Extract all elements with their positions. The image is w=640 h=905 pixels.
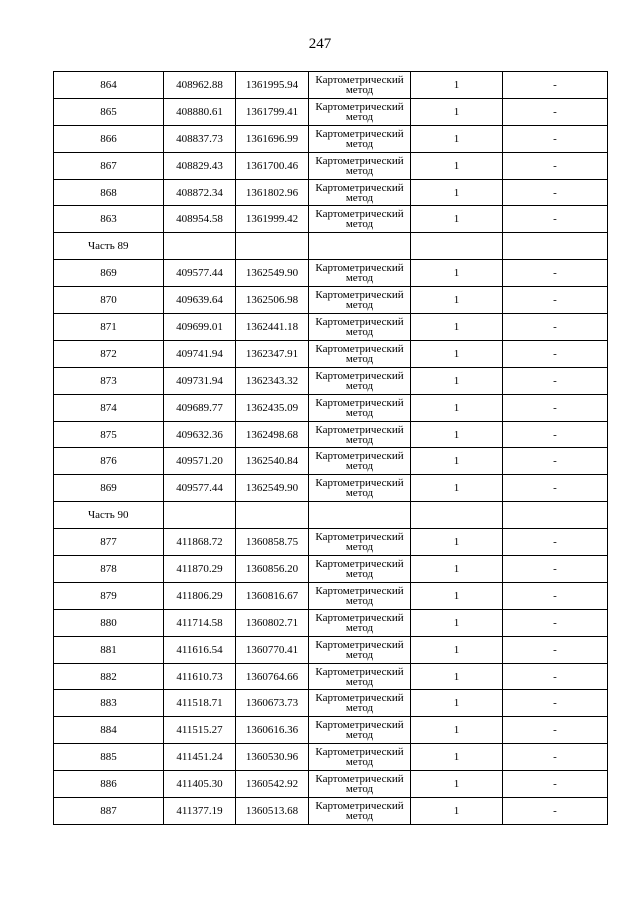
empty-cell xyxy=(503,502,608,529)
description-cell: - xyxy=(503,582,608,609)
table-row xyxy=(54,98,608,125)
accuracy-cell: 1 xyxy=(411,152,503,179)
accuracy-cell: 1 xyxy=(411,394,503,421)
empty-cell xyxy=(236,502,309,529)
method-cell: Картометрический метод xyxy=(309,152,411,179)
table-row xyxy=(54,690,608,717)
x-coordinate-cell: 408954.58 xyxy=(164,206,236,233)
description-cell: - xyxy=(503,529,608,556)
table-row xyxy=(54,448,608,475)
y-coordinate-cell: 1360513.68 xyxy=(236,798,309,825)
accuracy-cell: 1 xyxy=(411,367,503,394)
table-row xyxy=(54,125,608,152)
point-number-cell: 863 xyxy=(54,206,164,233)
empty-cell xyxy=(503,233,608,260)
description-cell: - xyxy=(503,260,608,287)
point-number-cell: 878 xyxy=(54,556,164,583)
table-row xyxy=(54,771,608,798)
y-coordinate-cell: 1361799.41 xyxy=(236,98,309,125)
method-cell: Картометрический метод xyxy=(309,609,411,636)
x-coordinate-cell: 411616.54 xyxy=(164,636,236,663)
y-coordinate-cell: 1360816.67 xyxy=(236,582,309,609)
table-row xyxy=(54,529,608,556)
description-cell: - xyxy=(503,475,608,502)
point-number-cell: 871 xyxy=(54,314,164,341)
y-coordinate-cell: 1360764.66 xyxy=(236,663,309,690)
point-number-cell: 879 xyxy=(54,582,164,609)
description-cell: - xyxy=(503,448,608,475)
y-coordinate-cell: 1361999.42 xyxy=(236,206,309,233)
description-cell: - xyxy=(503,717,608,744)
point-number-cell: 881 xyxy=(54,636,164,663)
method-cell: Картометрический метод xyxy=(309,690,411,717)
table-row xyxy=(54,260,608,287)
accuracy-cell: 1 xyxy=(411,72,503,99)
x-coordinate-cell: 408872.34 xyxy=(164,179,236,206)
y-coordinate-cell: 1362343.32 xyxy=(236,367,309,394)
point-number-cell: 882 xyxy=(54,663,164,690)
accuracy-cell: 1 xyxy=(411,475,503,502)
y-coordinate-cell: 1361696.99 xyxy=(236,125,309,152)
x-coordinate-cell: 409741.94 xyxy=(164,340,236,367)
y-coordinate-cell: 1362549.90 xyxy=(236,475,309,502)
method-cell: Картометрический метод xyxy=(309,717,411,744)
accuracy-cell: 1 xyxy=(411,287,503,314)
accuracy-cell: 1 xyxy=(411,206,503,233)
table-row xyxy=(54,798,608,825)
x-coordinate-cell: 411714.58 xyxy=(164,609,236,636)
x-coordinate-cell: 411870.29 xyxy=(164,556,236,583)
method-cell: Картометрический метод xyxy=(309,448,411,475)
table-row xyxy=(54,744,608,771)
part-header-row xyxy=(54,233,608,260)
accuracy-cell: 1 xyxy=(411,582,503,609)
point-number-cell: 885 xyxy=(54,744,164,771)
x-coordinate-cell: 411610.73 xyxy=(164,663,236,690)
point-number-cell: 864 xyxy=(54,72,164,99)
empty-cell xyxy=(411,233,503,260)
method-cell: Картометрический метод xyxy=(309,771,411,798)
method-cell: Картометрический метод xyxy=(309,98,411,125)
part-label: Часть 89 xyxy=(54,233,164,260)
page-number: 247 xyxy=(308,36,332,52)
point-number-cell: 883 xyxy=(54,690,164,717)
point-number-cell: 869 xyxy=(54,475,164,502)
description-cell: - xyxy=(503,394,608,421)
method-cell: Картометрический метод xyxy=(309,744,411,771)
accuracy-cell: 1 xyxy=(411,771,503,798)
x-coordinate-cell: 411377.19 xyxy=(164,798,236,825)
method-cell: Картометрический метод xyxy=(309,72,411,99)
method-cell: Картометрический метод xyxy=(309,206,411,233)
method-cell: Картометрический метод xyxy=(309,125,411,152)
y-coordinate-cell: 1362347.91 xyxy=(236,340,309,367)
description-cell: - xyxy=(503,609,608,636)
x-coordinate-cell: 409699.01 xyxy=(164,314,236,341)
description-cell: - xyxy=(503,798,608,825)
description-cell: - xyxy=(503,98,608,125)
y-coordinate-cell: 1360856.20 xyxy=(236,556,309,583)
accuracy-cell: 1 xyxy=(411,179,503,206)
point-number-cell: 884 xyxy=(54,717,164,744)
point-number-cell: 880 xyxy=(54,609,164,636)
y-coordinate-cell: 1361802.96 xyxy=(236,179,309,206)
accuracy-cell: 1 xyxy=(411,663,503,690)
empty-cell xyxy=(164,233,236,260)
y-coordinate-cell: 1360530.96 xyxy=(236,744,309,771)
y-coordinate-cell: 1362435.09 xyxy=(236,394,309,421)
table-row xyxy=(54,717,608,744)
table-row xyxy=(54,421,608,448)
x-coordinate-cell: 408829.43 xyxy=(164,152,236,179)
method-cell: Картометрический метод xyxy=(309,340,411,367)
y-coordinate-cell: 1362540.84 xyxy=(236,448,309,475)
accuracy-cell: 1 xyxy=(411,690,503,717)
point-number-cell: 867 xyxy=(54,152,164,179)
accuracy-cell: 1 xyxy=(411,98,503,125)
accuracy-cell: 1 xyxy=(411,798,503,825)
point-number-cell: 875 xyxy=(54,421,164,448)
table-row xyxy=(54,556,608,583)
accuracy-cell: 1 xyxy=(411,609,503,636)
x-coordinate-cell: 409577.44 xyxy=(164,475,236,502)
point-number-cell: 870 xyxy=(54,287,164,314)
table-row xyxy=(54,609,608,636)
method-cell: Картометрический метод xyxy=(309,529,411,556)
table-row xyxy=(54,287,608,314)
table-row xyxy=(54,663,608,690)
empty-cell xyxy=(309,233,411,260)
table-row xyxy=(54,475,608,502)
point-number-cell: 874 xyxy=(54,394,164,421)
method-cell: Картометрический метод xyxy=(309,475,411,502)
accuracy-cell: 1 xyxy=(411,448,503,475)
method-cell: Картометрический метод xyxy=(309,260,411,287)
table-row xyxy=(54,206,608,233)
table-row xyxy=(54,636,608,663)
method-cell: Картометрический метод xyxy=(309,582,411,609)
method-cell: Картометрический метод xyxy=(309,556,411,583)
y-coordinate-cell: 1361700.46 xyxy=(236,152,309,179)
accuracy-cell: 1 xyxy=(411,260,503,287)
table-row xyxy=(54,314,608,341)
point-number-cell: 866 xyxy=(54,125,164,152)
y-coordinate-cell: 1360770.41 xyxy=(236,636,309,663)
table-row xyxy=(54,394,608,421)
description-cell: - xyxy=(503,367,608,394)
empty-cell xyxy=(164,502,236,529)
method-cell: Картометрический метод xyxy=(309,636,411,663)
description-cell: - xyxy=(503,744,608,771)
table-row xyxy=(54,152,608,179)
point-number-cell: 869 xyxy=(54,260,164,287)
description-cell: - xyxy=(503,287,608,314)
x-coordinate-cell: 408837.73 xyxy=(164,125,236,152)
y-coordinate-cell: 1361995.94 xyxy=(236,72,309,99)
x-coordinate-cell: 411451.24 xyxy=(164,744,236,771)
method-cell: Картометрический метод xyxy=(309,663,411,690)
x-coordinate-cell: 408962.88 xyxy=(164,72,236,99)
accuracy-cell: 1 xyxy=(411,636,503,663)
empty-cell xyxy=(411,502,503,529)
method-cell: Картометрический метод xyxy=(309,314,411,341)
empty-cell xyxy=(309,502,411,529)
accuracy-cell: 1 xyxy=(411,556,503,583)
description-cell: - xyxy=(503,421,608,448)
x-coordinate-cell: 409639.64 xyxy=(164,287,236,314)
y-coordinate-cell: 1362498.68 xyxy=(236,421,309,448)
method-cell: Картометрический метод xyxy=(309,421,411,448)
method-cell: Картометрический метод xyxy=(309,367,411,394)
table-row xyxy=(54,367,608,394)
x-coordinate-cell: 409689.77 xyxy=(164,394,236,421)
y-coordinate-cell: 1362441.18 xyxy=(236,314,309,341)
point-number-cell: 872 xyxy=(54,340,164,367)
accuracy-cell: 1 xyxy=(411,421,503,448)
point-number-cell: 887 xyxy=(54,798,164,825)
accuracy-cell: 1 xyxy=(411,529,503,556)
y-coordinate-cell: 1362549.90 xyxy=(236,260,309,287)
table-row xyxy=(54,582,608,609)
point-number-cell: 876 xyxy=(54,448,164,475)
x-coordinate-cell: 409571.20 xyxy=(164,448,236,475)
x-coordinate-cell: 409577.44 xyxy=(164,260,236,287)
x-coordinate-cell: 411515.27 xyxy=(164,717,236,744)
description-cell: - xyxy=(503,636,608,663)
table-row xyxy=(54,179,608,206)
y-coordinate-cell: 1360673.73 xyxy=(236,690,309,717)
accuracy-cell: 1 xyxy=(411,340,503,367)
description-cell: - xyxy=(503,179,608,206)
table-row xyxy=(54,72,608,99)
point-number-cell: 886 xyxy=(54,771,164,798)
description-cell: - xyxy=(503,125,608,152)
method-cell: Картометрический метод xyxy=(309,287,411,314)
x-coordinate-cell: 411405.30 xyxy=(164,771,236,798)
y-coordinate-cell: 1360616.36 xyxy=(236,717,309,744)
y-coordinate-cell: 1360858.75 xyxy=(236,529,309,556)
x-coordinate-cell: 409632.36 xyxy=(164,421,236,448)
table-row xyxy=(54,340,608,367)
description-cell: - xyxy=(503,72,608,99)
x-coordinate-cell: 409731.94 xyxy=(164,367,236,394)
y-coordinate-cell: 1360802.71 xyxy=(236,609,309,636)
part-header-row xyxy=(54,502,608,529)
description-cell: - xyxy=(503,314,608,341)
method-cell: Картометрический метод xyxy=(309,798,411,825)
x-coordinate-cell: 411868.72 xyxy=(164,529,236,556)
empty-cell xyxy=(236,233,309,260)
accuracy-cell: 1 xyxy=(411,744,503,771)
accuracy-cell: 1 xyxy=(411,717,503,744)
coordinates-table xyxy=(53,71,608,825)
point-number-cell: 873 xyxy=(54,367,164,394)
description-cell: - xyxy=(503,771,608,798)
description-cell: - xyxy=(503,690,608,717)
point-number-cell: 877 xyxy=(54,529,164,556)
x-coordinate-cell: 411806.29 xyxy=(164,582,236,609)
accuracy-cell: 1 xyxy=(411,125,503,152)
description-cell: - xyxy=(503,340,608,367)
description-cell: - xyxy=(503,663,608,690)
method-cell: Картометрический метод xyxy=(309,179,411,206)
part-label: Часть 90 xyxy=(54,502,164,529)
accuracy-cell: 1 xyxy=(411,314,503,341)
point-number-cell: 865 xyxy=(54,98,164,125)
x-coordinate-cell: 408880.61 xyxy=(164,98,236,125)
y-coordinate-cell: 1362506.98 xyxy=(236,287,309,314)
method-cell: Картометрический метод xyxy=(309,394,411,421)
y-coordinate-cell: 1360542.92 xyxy=(236,771,309,798)
description-cell: - xyxy=(503,152,608,179)
x-coordinate-cell: 411518.71 xyxy=(164,690,236,717)
description-cell: - xyxy=(503,556,608,583)
description-cell: - xyxy=(503,206,608,233)
point-number-cell: 868 xyxy=(54,179,164,206)
